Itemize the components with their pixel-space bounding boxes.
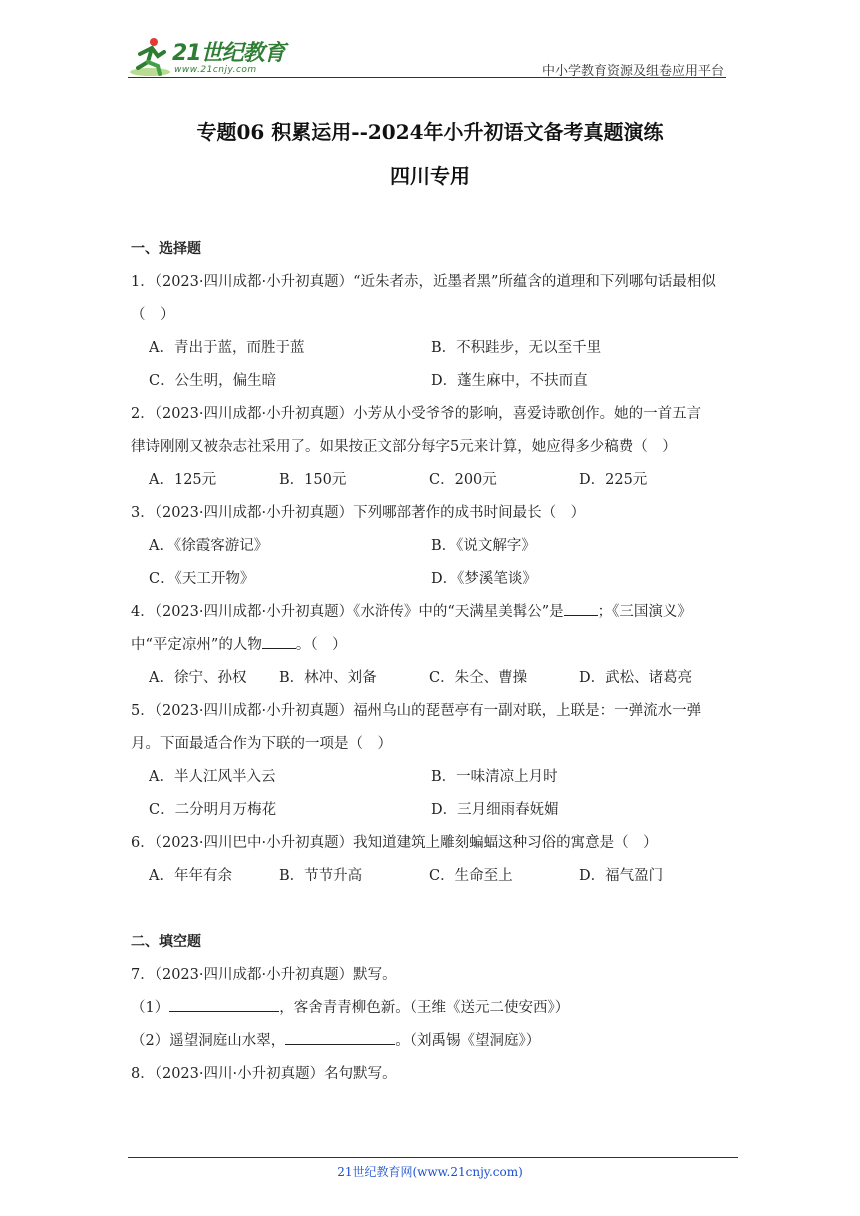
option-a: A．半人江风半入云 (149, 769, 276, 785)
question-stem: 5．（2023·四川成都·小升初真题）福州乌山的琵琶亭有一副对联，上联是：一弹流水一弹 (131, 703, 702, 719)
sub-question-1: （1） ，客舍青青柳色新。（王维《送元二使安西》） (131, 992, 731, 1025)
doc-subtitle: 四川专用 (390, 164, 470, 188)
answer-blank (262, 634, 296, 649)
option-c: C．公生明，偏生暗 (149, 373, 277, 389)
brand-name: 21世纪教育 (172, 41, 285, 66)
brand-logo (128, 30, 288, 80)
answer-blank (564, 601, 598, 616)
question-stem: 6．（2023·四川巴中·小升初真题）我知道建筑上雕刻蝙蝠这种习俗的寓意是（ ） (131, 835, 658, 851)
doc-title: 专题06 积累运用--2024年小升初语文备考真题演练 (196, 120, 664, 144)
header-tagline: 中小学教育资源及组卷应用平台 (541, 64, 724, 79)
option-a: A．青出于蓝，而胜于蓝 (149, 340, 305, 356)
question-stem: 2．（2023·四川成都·小升初真题）小芳从小受爷爷的影响，喜爱诗歌创作。她的一首五言 (131, 406, 702, 422)
option-b: B．林冲、刘备 (279, 670, 377, 686)
options (131, 464, 731, 497)
option-b: B．《说文解字》 (431, 538, 536, 554)
question-stem-cont: 律诗刚刚又被杂志社采用了。如果按正文部分每字5元来计算，她应得多少稿费（ ） (131, 439, 677, 455)
answer-blank (285, 1030, 395, 1045)
question-4 (131, 596, 731, 695)
option-b: B．节节升高 (279, 868, 363, 884)
options (131, 530, 731, 596)
options (131, 860, 731, 893)
question-6 (131, 827, 731, 893)
question-8 (131, 1058, 731, 1091)
header-divider (128, 77, 726, 78)
option-c: C．朱仝、曹操 (429, 670, 528, 686)
option-c: C．生命至上 (429, 868, 513, 884)
options (131, 761, 731, 827)
question-stem: 7．（2023·四川成都·小升初真题）默写。 (131, 967, 397, 983)
question-2 (131, 398, 731, 497)
question-stem: 4．（2023·四川成都·小升初真题）《水浒传》中的“天满星美髯公”是 ；《三国演义》 (131, 596, 731, 629)
option-b: B．150元 (279, 472, 347, 488)
option-b: B．一味清凉上月时 (431, 769, 558, 785)
option-d: D．225元 (579, 472, 648, 488)
question-1 (131, 266, 731, 398)
sub-question-2: （2）遥望洞庭山水翠， 。（刘禹锡《望洞庭》） (131, 1025, 731, 1058)
option-a: A．徐宁、孙权 (149, 670, 247, 686)
option-d: D．武松、诸葛亮 (579, 670, 693, 686)
question-5 (131, 695, 731, 827)
question-stem-cont: 中“平定凉州”的人物 。（ ） (131, 629, 731, 662)
section-heading-choice: 一、选择题 (131, 241, 201, 257)
option-c: C．200元 (429, 472, 497, 488)
question-stem-cont: （ ） (131, 307, 175, 323)
option-d: D．福气盈门 (579, 868, 664, 884)
option-a: A．《徐霞客游记》 (149, 538, 269, 554)
option-b: B．不积跬步，无以至千里 (431, 340, 602, 356)
page-header (0, 0, 860, 90)
question-7 (131, 959, 731, 1058)
footer-link[interactable]: 21世纪教育网(www.21cnjy.com) (337, 1165, 523, 1179)
runner-logo-icon (128, 34, 172, 78)
option-d: D．蓬生麻中，不扶而直 (431, 373, 588, 389)
options (131, 332, 731, 398)
option-c: C．《天工开物》 (149, 571, 255, 587)
question-stem: 3．（2023·四川成都·小升初真题）下列哪部著作的成书时间最长（ ） (131, 505, 586, 521)
option-c: C．二分明月万梅花 (149, 802, 277, 818)
option-d: D．三月细雨春妩媚 (431, 802, 559, 818)
doc-body (131, 238, 731, 1091)
option-a: A．125元 (149, 472, 217, 488)
question-stem-cont: 月。下面最适合作为下联的一项是（ ） (131, 736, 392, 752)
option-d: D．《梦溪笔谈》 (431, 571, 537, 587)
options (131, 662, 731, 695)
question-3 (131, 497, 731, 596)
question-stem: 1．（2023·四川成都·小升初真题）“近朱者赤，近墨者黑”所蕴含的道理和下列哪句话最相似 (131, 274, 716, 290)
brand-url: www.21cnjy.com (174, 65, 257, 75)
answer-blank (169, 997, 279, 1012)
footer-divider (128, 1157, 738, 1158)
option-a: A．年年有余 (149, 868, 232, 884)
section-heading-fill: 二、填空题 (131, 934, 201, 950)
question-stem: 8．（2023·四川·小升初真题）名句默写。 (131, 1066, 397, 1082)
